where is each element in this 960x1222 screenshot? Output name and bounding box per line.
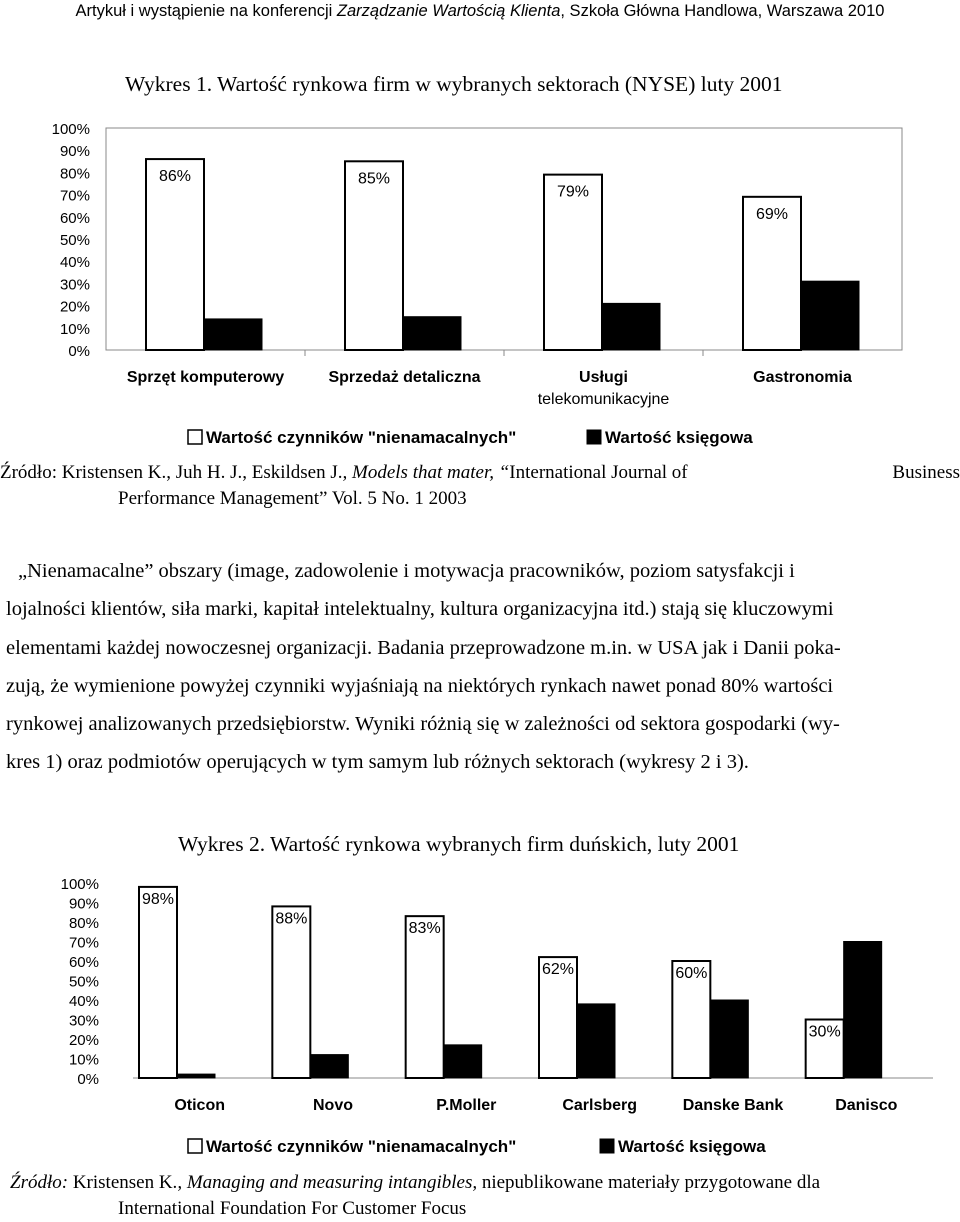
chart2-data-label: 62%: [542, 961, 575, 979]
chart2-bar-book: [577, 1004, 615, 1078]
chart2-bar-book: [844, 942, 882, 1079]
chart1-legend-swatch-book: [587, 430, 601, 444]
chart2-source: [0, 1170, 820, 1222]
chart1-data-label: 79%: [556, 183, 590, 201]
chart2-y-tick-label: 60%: [68, 954, 99, 971]
chart2-title: Wykres 2. Wartość rynkowa wybranych firm duńskich, luty 2001: [178, 832, 740, 856]
chart1-y-tick-label: 100%: [51, 121, 90, 138]
chart1-bar-book: [403, 317, 461, 350]
chart1-legend-label-intangible: Wartość czynników "nienamacalnych": [206, 428, 517, 447]
chart2-data-label: 83%: [408, 920, 441, 938]
chart2-y-tick-label: 50%: [68, 973, 99, 991]
chart1-bar-book: [602, 303, 660, 350]
chart1-y-tick-label: 20%: [59, 298, 90, 316]
paragraph-line: elementami każdej nowoczesnej organizacji. Badania przeprowadzone m.in. w USA jak i Danii poka-: [6, 636, 841, 659]
chart1-y-tick-label: 40%: [59, 254, 90, 272]
chart1-y-tick-label: 10%: [59, 320, 90, 338]
chart1-bar-book: [204, 319, 262, 350]
chart1-bar-intangible: [345, 161, 403, 350]
header-conference: Zarządzanie Wartością Klienta: [336, 2, 561, 20]
chart1-source-italic: , Models that mater, “: [342, 462, 510, 483]
chart2-category-label: Novo: [313, 1097, 353, 1114]
chart2-data-label: 30%: [808, 1023, 841, 1041]
chart2-y-tick-label: 20%: [68, 1032, 99, 1049]
chart1-bar-book: [801, 281, 859, 350]
chart1-legend-swatch-intangible: [188, 430, 202, 444]
chart2-source-italic: , Managing and measuring intangibles,: [177, 1172, 478, 1193]
chart2-y-tick-label: 100%: [60, 876, 99, 893]
chart2-source-rest: niepublikowane materiały przygotowane dla: [477, 1172, 821, 1193]
chart1-y-tick-label: 50%: [59, 232, 90, 249]
chart1-y-tick-label: 30%: [59, 276, 90, 294]
paragraph-line: „Nienamacalne” obszary (image, zadowolenie i motywacja pracowników, poziom satysfakcji i: [18, 560, 795, 582]
chart1-title: Wykres 1. Wartość rynkowa firm w wybranych sektorach (NYSE) luty 2001: [125, 72, 783, 96]
chart2-y-tick-label: 40%: [68, 993, 99, 1010]
chart2-source-line2: International Foundation For Customer Focus: [118, 1198, 467, 1219]
chart1-category-label: Gastronomia: [753, 369, 852, 386]
header-prefix: Artykuł i wystąpienie na konferencji: [75, 2, 337, 20]
chart1-y-tick-label: 70%: [59, 187, 90, 205]
chart1: [0, 110, 960, 455]
running-header: [0, 0, 960, 22]
chart1-y-tick-label: 90%: [59, 143, 90, 161]
chart1-y-tick-label: 80%: [59, 165, 90, 183]
header-suffix: , Szkoła Główna Handlowa, Warszawa 2010: [560, 2, 885, 20]
chart2-category-label: Carlsberg: [562, 1097, 638, 1114]
chart2-category-label: Oticon: [174, 1097, 226, 1114]
chart2-bar-intangible: [139, 887, 177, 1078]
chart2-bar-book: [177, 1074, 215, 1078]
chart1-data-label: 86%: [158, 168, 192, 186]
chart1-y-tick-label: 0%: [68, 343, 90, 360]
chart2-bar-book: [710, 1000, 748, 1078]
chart2-data-label: 88%: [275, 910, 308, 928]
chart1-source-line2: Performance Management” Vol. 5 No. 1 2003: [118, 488, 467, 509]
chart2-y-tick-label: 10%: [68, 1051, 99, 1069]
chart2-source-label: Źródło:: [10, 1172, 69, 1193]
chart2-bar-book: [444, 1045, 482, 1078]
chart2-category-label: Danisco: [835, 1097, 898, 1114]
chart2-category-label: Danske Bank: [682, 1097, 784, 1114]
chart2-bar-intangible: [406, 916, 444, 1078]
chart2-y-tick-label: 80%: [68, 915, 99, 932]
chart2-y-tick-label: 30%: [68, 1012, 99, 1030]
chart2: [0, 870, 960, 1165]
chart2-y-tick-label: 70%: [68, 934, 99, 952]
chart2-category-label: P.Moller: [436, 1097, 497, 1114]
body-paragraph: [6, 552, 960, 782]
chart1-category-label: Sprzedaż detaliczna: [328, 369, 481, 386]
chart1-source-last: Business: [892, 462, 960, 483]
chart2-bar-book: [310, 1055, 348, 1078]
chart1-category-label: Sprzęt komputerowy: [126, 369, 285, 386]
chart1-data-label: 69%: [755, 205, 789, 223]
chart1-source: [0, 460, 960, 512]
chart2-data-label: 98%: [142, 890, 175, 908]
chart1-source-rest: International Journal of: [509, 462, 688, 483]
chart1-y-tick-label: 60%: [59, 209, 90, 227]
chart1-data-label: 85%: [357, 170, 391, 188]
chart2-legend-label-book: Wartość księgowa: [618, 1137, 766, 1156]
chart2-legend-label-intangible: Wartość czynników "nienamacalnych": [206, 1137, 517, 1156]
chart2-bar-intangible: [272, 906, 310, 1078]
chart2-legend-swatch-intangible: [188, 1139, 202, 1153]
paragraph-line: lojalności klientów, siła marki, kapitał intelektualny, kultura organizacyjna itd.) stają się kluczowymi: [6, 598, 834, 621]
chart1-legend-label-book: Wartość księgowa: [605, 428, 753, 447]
paragraph-line: rynkowej analizowanych przedsiębiorstw. Wyniki różnią się w zależności od sektora gospodarki (wy-: [6, 713, 840, 736]
chart2-source-author: Kristensen K.: [68, 1172, 178, 1193]
chart2-y-tick-label: 90%: [68, 895, 99, 913]
paragraph-line: zują, że wymienione powyżej czynniki wyjaśniają na niektórych rynkach nawet ponad 80% wartości: [6, 674, 834, 697]
chart1-bar-intangible: [544, 175, 602, 350]
chart2-y-tick-label: 0%: [77, 1071, 99, 1088]
chart1-category-label: telekomunikacyjne: [537, 391, 670, 408]
chart1-source-prefix: Źródło: Kristensen K., Juh H. J., Eskildsen J.: [0, 462, 343, 483]
paragraph-line: kres 1) oraz podmiotów operujących w tym samym lub różnych sektorach (wykresy 2 i 3).: [6, 751, 749, 774]
chart2-data-label: 60%: [675, 965, 708, 982]
chart1-bar-intangible: [146, 159, 204, 350]
chart1-category-label: Usługi: [579, 369, 628, 386]
chart2-legend-swatch-book: [600, 1139, 614, 1153]
